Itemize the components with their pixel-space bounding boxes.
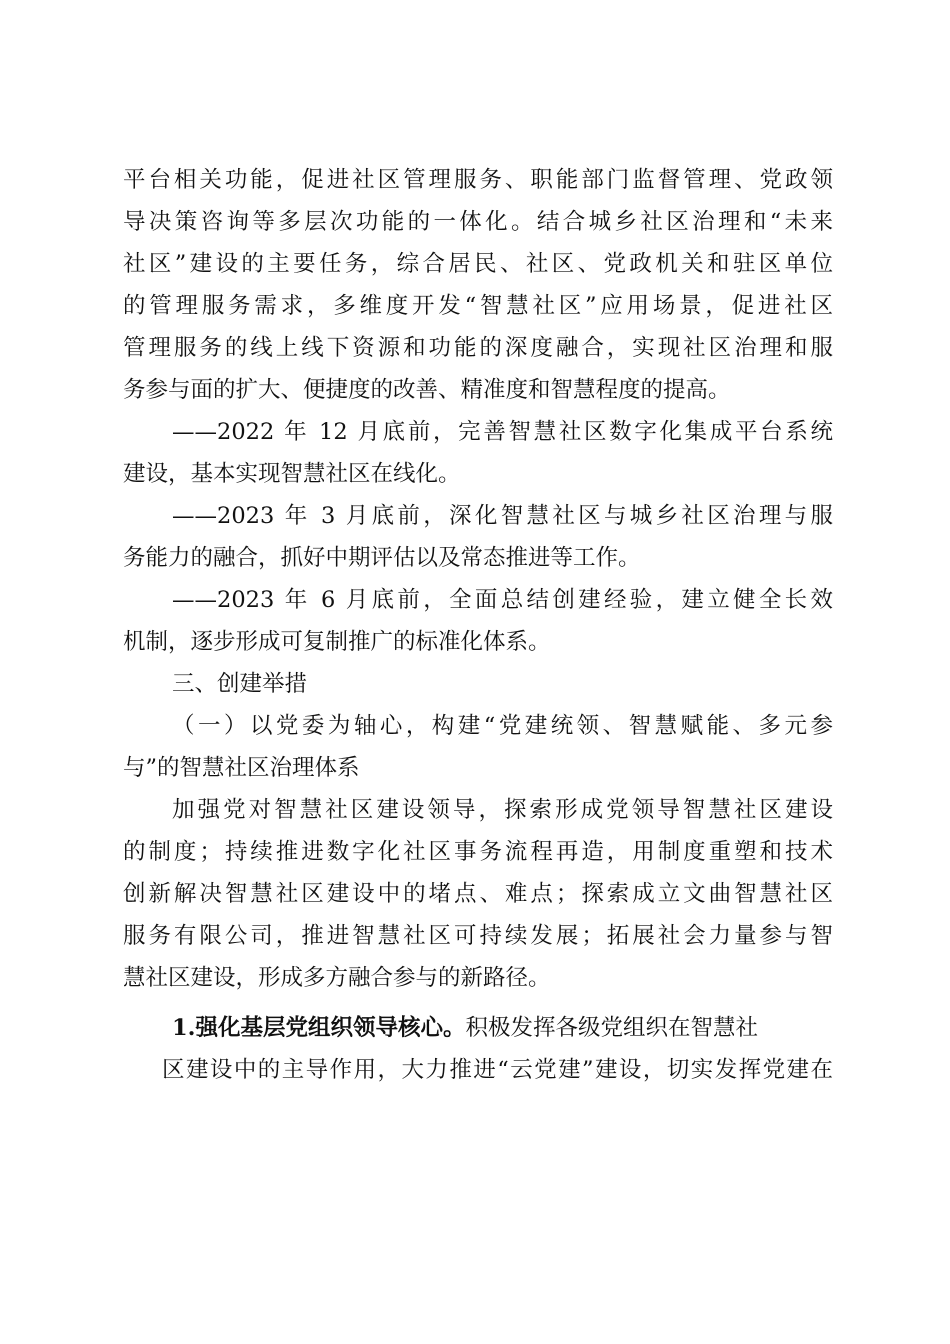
milestone-line: ——2023 年 6 月底前，全面总结创建经验，建立健全长效 [172, 587, 833, 613]
section-heading: 三、创建举措 [172, 671, 308, 697]
item-line: 区建设中的主导作用，大力推进“云党建”建设，切实发挥党建在 [162, 1057, 833, 1083]
paragraph-line: 加强党对智慧社区建设领导，探索形成党领导智慧社区建设 [172, 797, 833, 823]
milestone-line: ——2023 年 3 月底前，深化智慧社区与城乡社区治理与服 [172, 503, 833, 529]
milestone-line: 建设，基本实现智慧社区在线化。 [123, 461, 461, 487]
paragraph-line: 平台相关功能，促进社区管理服务、职能部门监督管理、党政领 [123, 167, 833, 193]
paragraph-line: 创新解决智慧社区建设中的堵点、难点；探索成立文曲智慧社区 [123, 881, 833, 907]
paragraph-line: 慧社区建设，形成多方融合参与的新路径。 [123, 965, 551, 991]
item-line [172, 1014, 833, 1042]
milestone-line: ——2022 年 12 月底前，完善智慧社区数字化集成平台系统 [172, 419, 833, 445]
paragraph-line: 服务有限公司，推进智慧社区可持续发展；拓展社会力量参与智 [123, 923, 833, 949]
subsection-heading: （一）以党委为轴心，构建“党建统领、智慧赋能、多元参 [172, 713, 833, 739]
item-title: 1.强化基层党组织领导核心。 [172, 1015, 466, 1041]
paragraph-line: 务参与面的扩大、便捷度的改善、精准度和智慧程度的提高。 [123, 377, 731, 403]
paragraph-line: 的制度；持续推进数字化社区事务流程再造，用制度重塑和技术 [123, 839, 833, 865]
item-text: 积极发挥各级党组织在智慧社 [465, 1015, 759, 1041]
paragraph-line: 的管理服务需求，多维度开发“智慧社区”应用场景，促进社区 [123, 293, 833, 319]
milestone-line: 机制，逐步形成可复制推广的标准化体系。 [123, 629, 551, 655]
paragraph-line: 管理服务的线上线下资源和功能的深度融合，实现社区治理和服 [123, 335, 833, 361]
subsection-heading: 与”的智慧社区治理体系 [123, 755, 360, 781]
milestone-line: 务能力的融合，抓好中期评估以及常态推进等工作。 [123, 545, 641, 571]
paragraph-line: 导决策咨询等多层次功能的一体化。结合城乡社区治理和“未来 [123, 209, 833, 235]
paragraph-line: 社区”建设的主要任务，综合居民、社区、党政机关和驻区单位 [123, 251, 833, 277]
